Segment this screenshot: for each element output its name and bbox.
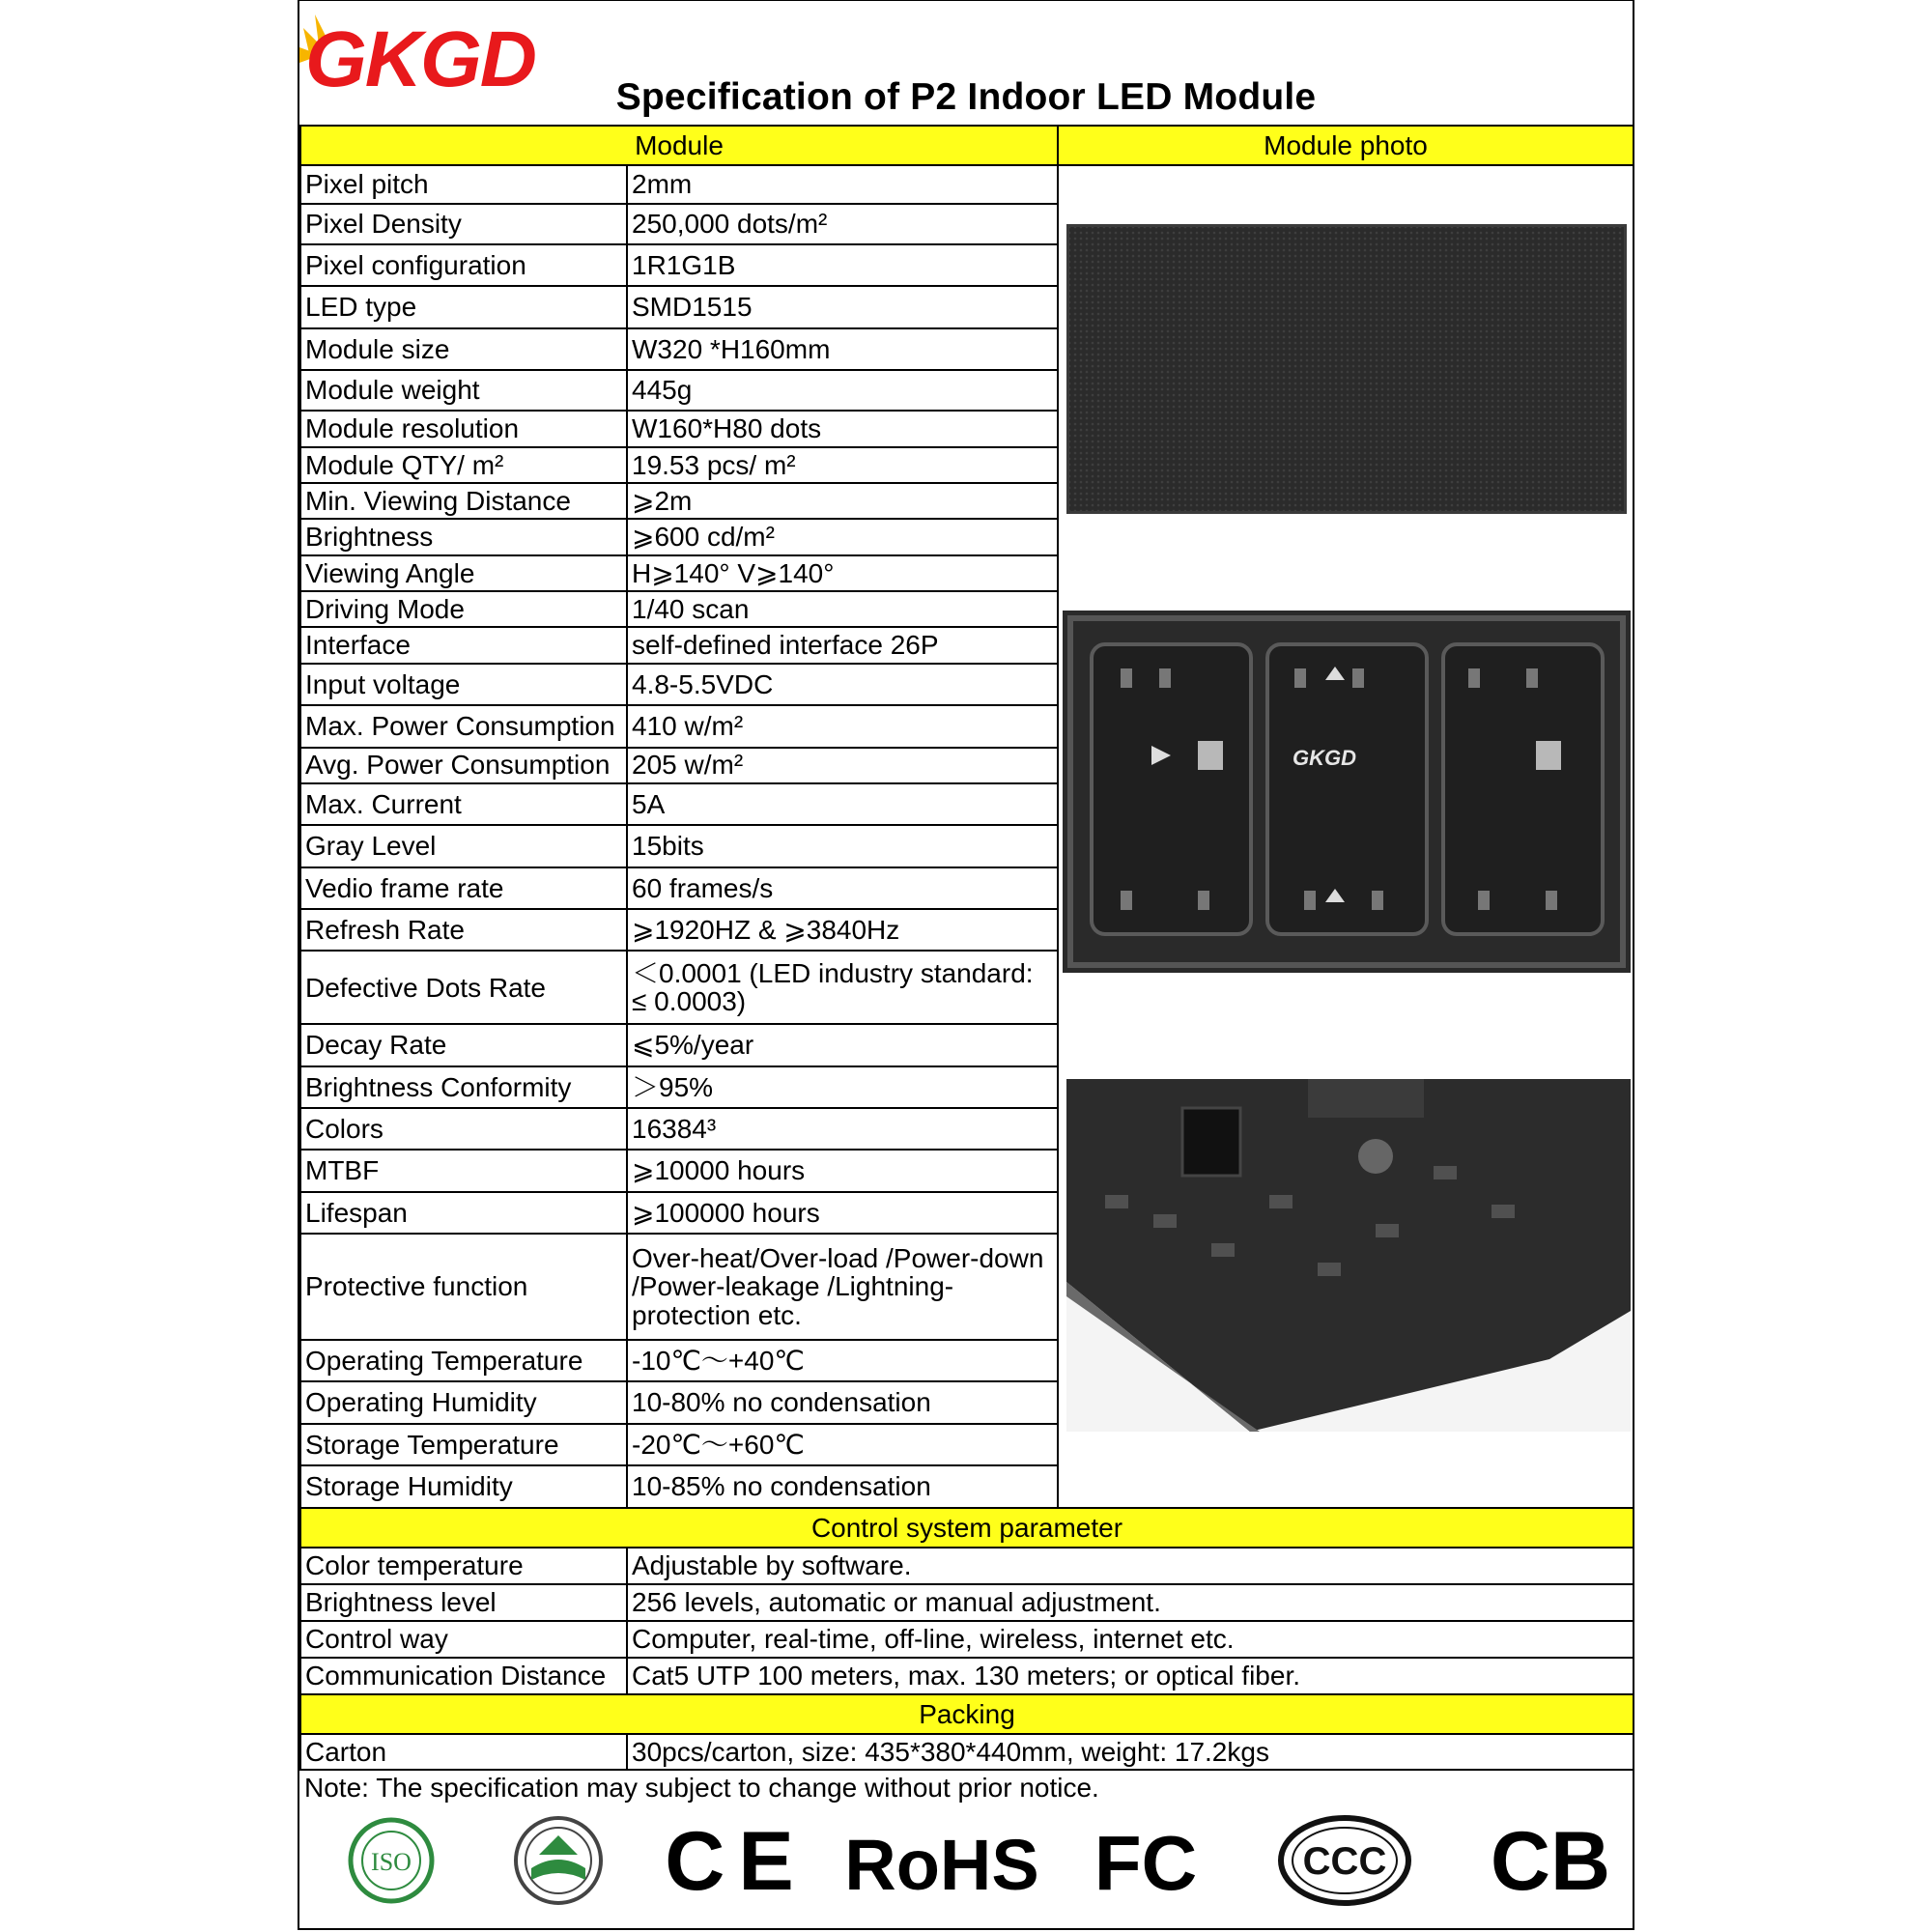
spec-value: 250,000 dots/m² <box>627 204 1058 243</box>
param-value: Computer, real-time, off-line, wireless, internet etc. <box>627 1621 1634 1658</box>
spec-label: Pixel Density <box>300 204 627 243</box>
cert-label: CCC <box>1302 1840 1387 1883</box>
spec-value: 60 frames/s <box>627 867 1058 909</box>
control-system-header <box>300 1508 1634 1548</box>
iso-seal-icon <box>351 1820 432 1901</box>
spec-table <box>299 125 1634 1805</box>
cert-label: FC <box>1094 1820 1198 1906</box>
spec-label: Brightness Conformity <box>300 1066 627 1108</box>
spec-value: H⩾140° V⩾140° <box>627 555 1058 591</box>
back-panel-logo: GKGD <box>1293 746 1356 770</box>
spec-label: Lifespan <box>300 1192 627 1234</box>
param-value: Adjustable by software. <box>627 1548 1634 1584</box>
spec-value: ⩾10000 hours <box>627 1150 1058 1191</box>
spec-label: Decay Rate <box>300 1024 627 1065</box>
cert-label: CB <box>1490 1815 1611 1908</box>
param-value: Cat5 UTP 100 meters, max. 130 meters; or optical fiber. <box>627 1658 1634 1694</box>
china-environmental-label-icon <box>516 1818 601 1903</box>
spec-label: Max. Current <box>300 783 627 825</box>
spec-label: Avg. Power Consumption <box>300 748 627 783</box>
module-angle-photo <box>1066 1079 1631 1432</box>
spec-label: MTBF <box>300 1150 627 1191</box>
ce-mark-icon <box>665 1815 807 1908</box>
spec-label: Pixel pitch <box>300 165 627 204</box>
spec-value: ⩾2m <box>627 483 1058 519</box>
spec-label: Refresh Rate <box>300 909 627 951</box>
header-row <box>300 126 1634 165</box>
spec-label: Brightness <box>300 519 627 554</box>
spec-label: Operating Temperature <box>300 1340 627 1381</box>
spec-label: Defective Dots Rate <box>300 951 627 1024</box>
spec-value: ＜0.0001 (LED industry standard: ≤ 0.0003) <box>627 951 1058 1024</box>
spec-row <box>300 165 1634 204</box>
spec-label: Vedio frame rate <box>300 867 627 909</box>
cert-label: ISO <box>371 1848 412 1876</box>
certification-logos <box>299 1807 1633 1914</box>
spec-label: Viewing Angle <box>300 555 627 591</box>
ccc-mark-icon <box>1281 1818 1408 1903</box>
spec-value: self-defined interface 26P <box>627 627 1058 663</box>
spec-value: 10-85% no condensation <box>627 1465 1058 1508</box>
spec-label: Module QTY/ m² <box>300 447 627 483</box>
packing-header <box>300 1694 1634 1734</box>
spec-value: ⩽5%/year <box>627 1024 1058 1065</box>
param-label: Carton <box>300 1734 627 1770</box>
packing-header-title: Packing <box>300 1694 1634 1734</box>
spec-value: W160*H80 dots <box>627 411 1058 446</box>
spec-value: -10℃～+40℃ <box>627 1340 1058 1381</box>
param-value: 30pcs/carton, size: 435*380*440mm, weight: 17.2kgs <box>627 1734 1634 1770</box>
spec-value: 445g <box>627 370 1058 411</box>
rohs-mark-icon <box>844 1825 1038 1905</box>
spec-value: 16384³ <box>627 1108 1058 1150</box>
spec-label: Module resolution <box>300 411 627 446</box>
spec-label: Module weight <box>300 370 627 411</box>
spec-sheet <box>298 0 1634 1930</box>
cb-mark-icon <box>1491 1815 1610 1908</box>
module-header: Module <box>300 126 1058 165</box>
param-label: Control way <box>300 1621 627 1658</box>
page-title: Specification of P2 Indoor LED Module <box>615 76 1317 118</box>
spec-label: Gray Level <box>300 825 627 867</box>
logo-wordmark: GKGD <box>305 15 535 96</box>
spec-value: SMD1515 <box>627 286 1058 327</box>
spec-label: Protective function <box>300 1234 627 1340</box>
spec-value: 1R1G1B <box>627 244 1058 286</box>
spec-value: ＞95% <box>627 1066 1058 1108</box>
cert-label: RoHS <box>844 1825 1039 1905</box>
module-photo-panel <box>1058 165 1634 1508</box>
spec-value: 410 w/m² <box>627 705 1058 747</box>
spec-value: -20℃～+60℃ <box>627 1424 1058 1465</box>
module-back-photo <box>1063 611 1631 973</box>
spec-value: 4.8-5.5VDC <box>627 664 1058 705</box>
spec-label: Driving Mode <box>300 591 627 627</box>
param-row <box>300 1734 1634 1770</box>
spec-value: 15bits <box>627 825 1058 867</box>
spec-label: Colors <box>300 1108 627 1150</box>
spec-label: Storage Humidity <box>300 1465 627 1508</box>
param-row <box>300 1548 1634 1584</box>
spec-label: Operating Humidity <box>300 1381 627 1423</box>
spec-label: Storage Temperature <box>300 1424 627 1465</box>
param-label: Color temperature <box>300 1548 627 1584</box>
param-value: 256 levels, automatic or manual adjustment. <box>627 1584 1634 1621</box>
note-row <box>300 1770 1634 1805</box>
control-system-header-title: Control system parameter <box>300 1508 1634 1548</box>
spec-label: Input voltage <box>300 664 627 705</box>
disclaimer-note: Note: The specification may subject to change without prior notice. <box>300 1770 1634 1805</box>
param-row <box>300 1658 1634 1694</box>
param-label: Brightness level <box>300 1584 627 1621</box>
fcc-mark-icon <box>1094 1820 1198 1906</box>
spec-value: 1/40 scan <box>627 591 1058 627</box>
spec-label: Max. Power Consumption <box>300 705 627 747</box>
spec-value: ⩾600 cd/m² <box>627 519 1058 554</box>
spec-value: ⩾100000 hours <box>627 1192 1058 1234</box>
param-row <box>300 1621 1634 1658</box>
spec-value: 205 w/m² <box>627 748 1058 783</box>
spec-value: Over-heat/Over-load /Power-down /Power-leakage /Lightning-protection etc. <box>627 1234 1058 1340</box>
spec-value: 19.53 pcs/ m² <box>627 447 1058 483</box>
spec-value: ⩾1920HZ & ⩾3840Hz <box>627 909 1058 951</box>
spec-value: 10-80% no condensation <box>627 1381 1058 1423</box>
spec-label: Interface <box>300 627 627 663</box>
module-photo-header: Module photo <box>1058 126 1634 165</box>
param-label: Communication Distance <box>300 1658 627 1694</box>
spec-value: 2mm <box>627 165 1058 204</box>
spec-label: Module size <box>300 328 627 370</box>
cert-label: CE <box>665 1815 808 1908</box>
param-row <box>300 1584 1634 1621</box>
spec-label: LED type <box>300 286 627 327</box>
module-front-photo <box>1066 224 1627 514</box>
spec-label: Pixel configuration <box>300 244 627 286</box>
spec-label: Min. Viewing Distance <box>300 483 627 519</box>
spec-value: 5A <box>627 783 1058 825</box>
spec-value: W320 *H160mm <box>627 328 1058 370</box>
